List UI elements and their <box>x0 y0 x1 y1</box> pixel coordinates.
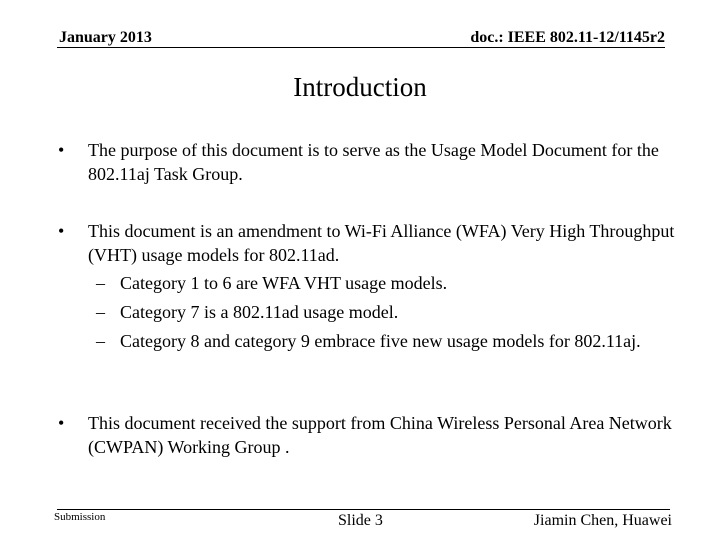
sub-bullet-dash-icon: – <box>96 302 105 322</box>
bullet-item-1 <box>58 138 678 186</box>
bullet-text: This document received the support from China Wireless Personal Area Network (CWPAN) Working Group . <box>88 413 672 457</box>
sub-bullet-dash-icon: – <box>96 331 105 351</box>
bullet-dot-icon: • <box>58 140 65 160</box>
bullet-item-2 <box>58 219 678 267</box>
footer-slide-number: Slide 3 <box>338 512 383 529</box>
bullet-dot-icon: • <box>58 221 65 241</box>
sub-bullet-text: Category 7 is a 802.11ad usage model. <box>120 302 399 322</box>
sub-bullet-item-2 <box>96 300 676 324</box>
bullet-dot-icon: • <box>58 413 65 433</box>
sub-bullet-dash-icon: – <box>96 273 105 293</box>
header-divider <box>57 47 665 48</box>
sub-bullet-item-1 <box>96 271 676 295</box>
bullet-text: The purpose of this document is to serve as the Usage Model Document for the 802.11aj Task Group. <box>88 140 659 184</box>
sub-bullet-text: Category 1 to 6 are WFA VHT usage models. <box>120 273 448 293</box>
slide-title: Introduction <box>293 72 427 102</box>
bullet-item-3 <box>58 411 678 459</box>
footer-divider <box>57 509 670 510</box>
sub-bullet-text: Category 8 and category 9 embrace five new usage models for 802.11aj. <box>120 331 641 351</box>
sub-bullet-item-3 <box>96 329 676 353</box>
footer-author: Jiamin Chen, Huawei <box>533 512 672 529</box>
header-date: January 2013 <box>59 29 152 46</box>
footer-submission: Submission <box>54 511 106 523</box>
bullet-text: This document is an amendment to Wi-Fi Alliance (WFA) Very High Throughput (VHT) usage models for 802.11ad. <box>88 221 675 265</box>
header-doc-id: doc.: IEEE 802.11-12/1145r2 <box>470 29 665 46</box>
